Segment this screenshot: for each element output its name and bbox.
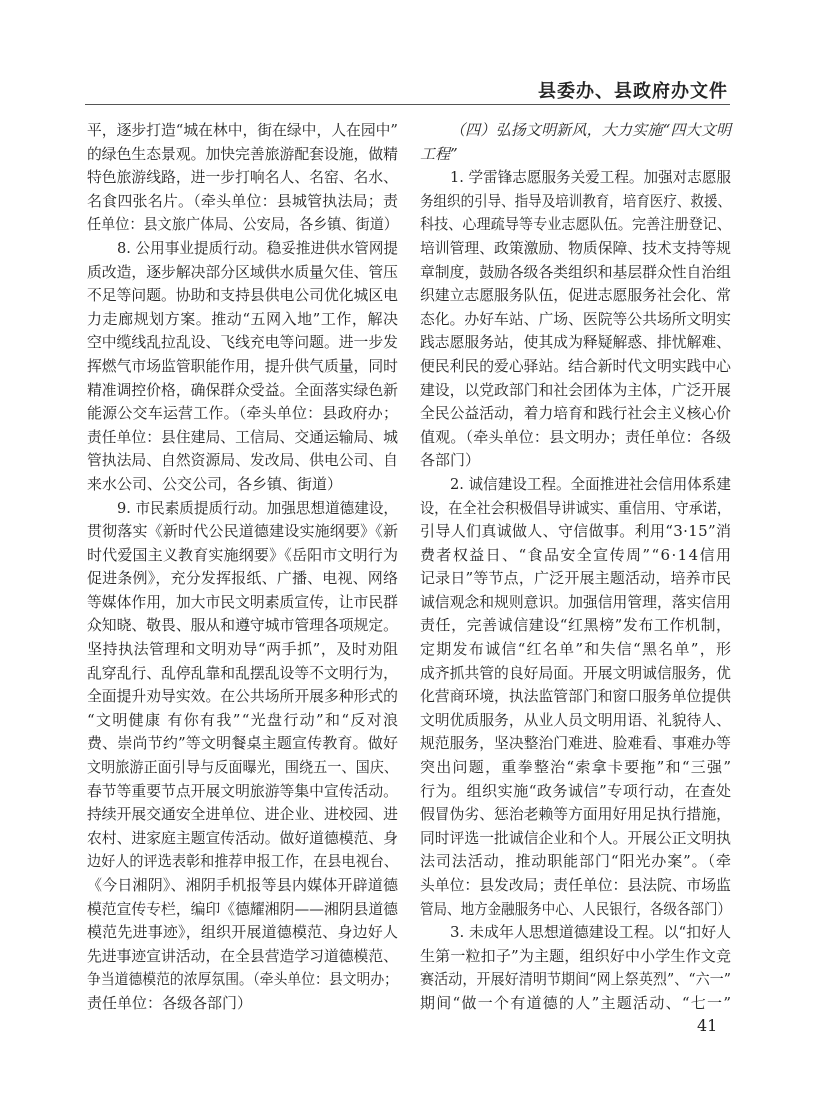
text-line xyxy=(87,520,398,544)
text-line xyxy=(87,874,398,898)
text-line-content: 春节等重要节点开展文明旅游等集中宣传活动。 xyxy=(87,781,398,800)
text-line xyxy=(420,237,731,261)
text-line-content: 设，在全社会积极倡导讲诚实、重信用、守承诺， xyxy=(420,498,731,517)
text-line-content: 生第一粒扣子”为主题，组织好中小学生作文竞 xyxy=(420,946,732,965)
text-line-content: 先进事迹宣讲活动，在全县营造学习道德模范、 xyxy=(87,946,398,965)
text-line-content: 培训管理、政策激励、物质保障、技术支持等规 xyxy=(420,238,731,257)
text-line-content: 质改造，逐步解决部分区域供水质量欠佳、管压 xyxy=(87,262,398,281)
text-line-content: 文明旅游正面引导与反面曝光，围绕五一、国庆、 xyxy=(87,758,398,777)
text-line xyxy=(420,331,731,355)
text-line xyxy=(420,756,731,780)
text-line-content: 责任单位：县住建局、工信局、交通运输局、城 xyxy=(87,427,398,446)
text-line-content: 管执法局、自然资源局、发改局、供电公司、自 xyxy=(87,451,398,470)
text-line-content: 促进条例》，充分发挥报纸、广播、电视、网络 xyxy=(87,569,399,588)
text-line-content: 科技、心理疏导等专业志愿队伍。完善注册登记、 xyxy=(420,215,731,234)
text-line xyxy=(87,756,398,780)
text-line-content: 值观。（牵头单位：县文明办；责任单位：各级 xyxy=(420,427,732,446)
text-line xyxy=(420,119,731,143)
text-line xyxy=(87,992,398,1016)
text-line xyxy=(87,968,398,992)
text-line xyxy=(420,261,731,285)
text-line-content: 争当道德模范的浓厚氛围。（牵头单位：县文明办； xyxy=(87,970,398,989)
text-line xyxy=(420,662,731,686)
text-line xyxy=(87,732,398,756)
text-line xyxy=(420,992,731,1016)
text-line xyxy=(87,213,398,237)
text-line-content: 务组织的引导、指导及培训教育，培育医疗、救援、 xyxy=(420,191,731,210)
text-line-content: 众知晓、敬畏、服从和遵守城市管理各项规定。 xyxy=(87,616,398,635)
text-line-content: 法司法活动，推动职能部门“阳光办案”。（牵 xyxy=(420,852,732,871)
paragraph xyxy=(420,166,731,473)
text-line-content: 全民公益活动，着力培育和践行社会主义核心价 xyxy=(420,404,731,423)
text-line-content: 平，逐步打造“城在林中，街在绿中，人在园中” xyxy=(87,121,398,139)
text-line-content: 责任，完善诚信建设“红黑榜”发布工作机制， xyxy=(420,616,732,635)
text-line xyxy=(87,190,398,214)
text-line xyxy=(87,685,398,709)
text-line xyxy=(420,284,731,308)
text-line-content: 假冒伪劣、惩治老赖等方面用好用足执行措施， xyxy=(420,805,731,824)
text-line-content: 文明优质服务，从业人员文明用语、礼貌待人、 xyxy=(420,710,731,729)
header-rule xyxy=(85,104,730,105)
text-line xyxy=(420,850,731,874)
text-line-content: 模范宣传专栏，编印《德耀湘阴——湘阴县道德 xyxy=(87,899,398,918)
text-line-content: 力走廊规划方案。推动“五网入地”工作，解决 xyxy=(87,309,399,328)
text-line-content: 便民利民的爱心驿站。结合新时代文明实践中心 xyxy=(420,356,731,375)
text-line xyxy=(87,331,398,355)
text-line-content: （四）弘扬文明新风，大力实施“四大文明 xyxy=(450,121,732,139)
paragraph xyxy=(420,473,731,921)
text-line xyxy=(420,898,731,922)
text-line xyxy=(87,780,398,804)
text-line-content: 责任单位：各级各部门） xyxy=(87,993,253,1012)
paragraph xyxy=(420,921,731,1015)
text-line xyxy=(420,968,731,992)
text-line-content: 工程” xyxy=(420,144,458,163)
text-line-content: 态化。办好车站、广场、医院等公共场所文明实 xyxy=(420,309,731,328)
text-line-content: 行为。组织实施“政务诚信”专项行动，在查处 xyxy=(420,781,732,800)
text-line xyxy=(87,449,398,473)
text-line-content: 持续开展交通安全进单位、进企业、进校园、进 xyxy=(87,805,398,824)
text-line-content: 8. 公用事业提质行动。稳妥推进供水管网提 xyxy=(117,238,398,257)
text-line xyxy=(87,119,398,143)
text-line xyxy=(87,827,398,851)
text-line xyxy=(420,803,731,827)
text-line-content: 化营商环境，执法监管部门和窗口服务单位提供 xyxy=(420,687,731,706)
text-line xyxy=(420,685,731,709)
right-column xyxy=(420,119,731,1016)
text-line-content: 精准调控价格，确保群众受益。全面落实绿色新 xyxy=(87,380,398,399)
text-line xyxy=(420,143,731,167)
text-line xyxy=(420,426,731,450)
text-line xyxy=(87,803,398,827)
text-line-content: 贯彻落实《新时代公民道德建设实施纲要》《新 xyxy=(87,522,399,541)
text-line-content: 同时评选一批诚信企业和个人。开展公正文明执 xyxy=(420,828,731,847)
paragraph xyxy=(87,119,398,237)
text-line-content: 费者权益日、“食品安全宣传周”“6·14信用 xyxy=(420,545,733,564)
text-line xyxy=(87,921,398,945)
text-line xyxy=(420,921,731,945)
text-line xyxy=(87,473,398,497)
text-line xyxy=(420,732,731,756)
text-line-content: 引导人们真诚做人、守信做事。利用“3·15”消 xyxy=(420,522,732,541)
text-line-content: 全面提升劝导实效。在公共场所开展多种形式的 xyxy=(87,687,398,706)
text-line-content: 各部门） xyxy=(420,451,481,470)
text-line xyxy=(420,520,731,544)
text-line xyxy=(87,166,398,190)
text-line xyxy=(420,166,731,190)
text-line-content: “文明健康 有你有我”“光盘行动”和“反对浪 xyxy=(87,710,400,729)
text-line xyxy=(420,379,731,403)
text-line xyxy=(420,827,731,851)
text-line-content: 9. 市民素质提质行动。加强思想道德建设， xyxy=(117,498,398,517)
text-line xyxy=(420,709,731,733)
text-line xyxy=(420,638,731,662)
text-line xyxy=(87,591,398,615)
text-line-content: 能源公交车运营工作。（牵头单位：县政府办； xyxy=(87,404,399,423)
text-line-content: 特色旅游线路，进一步打响名人、名窑、名水、 xyxy=(87,168,398,187)
text-line xyxy=(87,709,398,733)
text-line-content: 1. 学雷锋志愿服务关爱工程。加强对志愿服 xyxy=(450,168,731,187)
paragraph xyxy=(87,237,398,497)
text-line xyxy=(87,379,398,403)
text-line-content: 规范服务，坚决整治门难进、脸难看、事难办等 xyxy=(420,734,731,753)
text-line xyxy=(87,945,398,969)
text-line-content: 成齐抓共管的良好局面。开展文明诚信服务，优 xyxy=(420,663,731,682)
text-line xyxy=(87,284,398,308)
paragraph xyxy=(87,497,398,1016)
text-line-content: 名食四张名片。（牵头单位：县城管执法局；责 xyxy=(87,191,399,210)
text-line xyxy=(420,780,731,804)
text-line-content: 坚持执法管理和文明劝导“两手抓”，及时劝阻 xyxy=(87,640,399,659)
text-line-content: 突出问题，重拳整治“索拿卡要拖”和“三强” xyxy=(420,758,733,777)
text-line-content: 2. 诚信建设工程。全面推进社会信用体系建 xyxy=(450,474,731,493)
text-line xyxy=(420,355,731,379)
text-line-content: 记录日”等节点，广泛开展主题活动，培养市民 xyxy=(420,569,732,588)
text-line-content: 农村、进家庭主题宣传活动。做好道德模范、身 xyxy=(87,828,398,847)
text-line-content: 诚信观念和规则意识。加强信用管理，落实信用 xyxy=(420,592,731,611)
text-line-content: 章制度，鼓励各级各类组织和基层群众性自治组 xyxy=(420,262,731,281)
text-line xyxy=(87,426,398,450)
text-line xyxy=(420,497,731,521)
text-line xyxy=(420,567,731,591)
text-line xyxy=(420,308,731,332)
text-line xyxy=(420,874,731,898)
text-line xyxy=(420,449,731,473)
text-line-content: 管局、地方金融服务中心、人民银行，各级各部门） xyxy=(420,899,731,918)
text-line xyxy=(87,567,398,591)
text-line xyxy=(420,614,731,638)
text-line xyxy=(87,638,398,662)
text-line xyxy=(87,143,398,167)
text-line xyxy=(87,850,398,874)
text-line xyxy=(87,614,398,638)
text-line-content: 定期发布诚信“红名单”和失信“黑名单”，形 xyxy=(420,640,733,659)
page-number: 41 xyxy=(697,1016,718,1035)
text-line-content: 乱穿乱行、乱停乱靠和乱摆乱设等不文明行为， xyxy=(87,663,398,682)
text-line-content: 模范先进事迹》，组织开展道德模范、身边好人 xyxy=(87,923,399,942)
text-line xyxy=(87,237,398,261)
text-line-content: 践志愿服务站，使其成为释疑解惑、排忧解难、 xyxy=(420,333,731,352)
text-line xyxy=(420,473,731,497)
text-line-content: 织建立志愿服务队伍，促进志愿服务社会化、常 xyxy=(420,286,731,305)
text-line-content: 的绿色生态景观。加快完善旅游配套设施，做精 xyxy=(87,144,398,163)
text-line-content: 不足等问题。协助和支持县供电公司优化城区电 xyxy=(87,286,398,305)
section-heading xyxy=(420,119,731,166)
text-line-content: 挥燃气市场监管职能作用，提升供气质量，同时 xyxy=(87,356,398,375)
text-line-content: 头单位：县发改局；责任单位：县法院、市场监 xyxy=(420,876,731,894)
text-line-content: 任单位：县文旅广体局、公安局，各乡镇、街道） xyxy=(87,215,398,234)
text-line xyxy=(87,261,398,285)
text-line xyxy=(420,190,731,214)
text-line-content: 赛活动，开展好清明节期间“网上祭英烈”、“六一” xyxy=(420,970,731,989)
text-line-content: 费、崇尚节约”等文明餐桌主题宣传教育。做好 xyxy=(87,734,399,753)
text-line xyxy=(420,402,731,426)
text-line xyxy=(87,308,398,332)
text-line xyxy=(420,213,731,237)
text-line xyxy=(87,898,398,922)
text-line-content: 边好人的评选表彰和推荐申报工作，在县电视台、 xyxy=(87,852,398,871)
text-line xyxy=(420,945,731,969)
text-line xyxy=(87,402,398,426)
text-line xyxy=(420,544,731,568)
text-line-content: 等媒体作用，加大市民文明素质宣传，让市民群 xyxy=(87,592,398,611)
text-line-content: 空中缆线乱拉乱设、飞线充电等问题。进一步发 xyxy=(87,333,398,352)
text-line-content: 来水公司、公交公司，各乡镇、街道） xyxy=(87,474,343,493)
text-line xyxy=(87,544,398,568)
text-line xyxy=(87,662,398,686)
running-header-title: 县委办、县政府办文件 xyxy=(538,81,728,102)
text-line xyxy=(87,497,398,521)
text-line xyxy=(87,355,398,379)
text-line-content: 3. 未成年人思想道德建设工程。以“扣好人 xyxy=(450,923,731,942)
left-column xyxy=(87,119,398,1016)
text-line xyxy=(420,591,731,615)
text-line-content: 时代爱国主义教育实施纲要》《岳阳市文明行为 xyxy=(87,545,399,564)
text-line-content: 《今日湘阴》、湘阴手机报等县内媒体开辟道德 xyxy=(87,876,399,894)
text-line-content: 建设，以党政部门和社会团体为主体，广泛开展 xyxy=(420,380,731,399)
text-line-content: 期间“做一个有道德的人”主题活动、“七一” xyxy=(420,993,733,1012)
